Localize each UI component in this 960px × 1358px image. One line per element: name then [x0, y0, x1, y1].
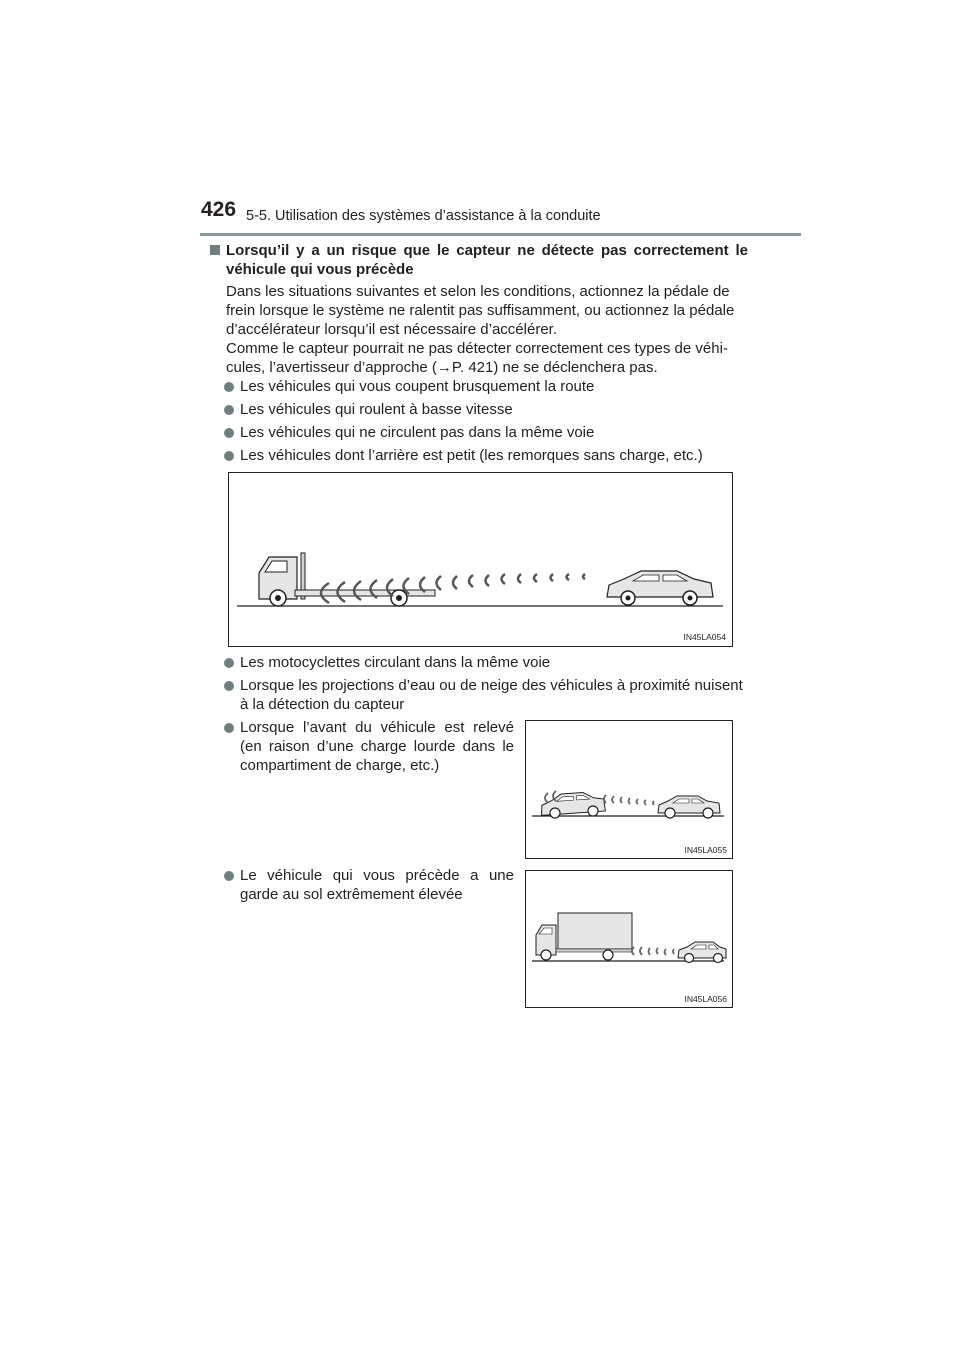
list-item: [224, 676, 754, 716]
list-item: [224, 718, 514, 778]
empty-trailer-illustration: [229, 473, 732, 646]
list-item: [224, 400, 754, 420]
list-item: [224, 866, 514, 906]
figure-high-clearance: [525, 870, 733, 1008]
intro-line-3: d’accélérateur lorsqu’il est nécessaire d’accélérer.: [226, 321, 557, 338]
list-item: [224, 377, 754, 397]
header-divider: [200, 233, 801, 236]
list-item-text: Les véhicules qui vous coupent brusquement la route: [240, 378, 595, 395]
page-number: 426: [201, 198, 237, 221]
list-item-text: (en raison d’une charge lourde dans le: [240, 738, 514, 755]
list-item-text: Les véhicules dont l’arrière est petit (les remorques sans charge, etc.): [240, 447, 703, 464]
section-heading: Lorsqu’il y a un risque que le capteur ne détecte pas correctement le véhicule qui vous précède: [226, 242, 748, 278]
list-item-text: garde au sol extrêmement élevée: [240, 886, 463, 903]
intro-line-4: Comme le capteur pourrait ne pas détecter correctement ces types de véhi-: [226, 340, 728, 357]
list-item-text: Le véhicule qui vous précède a une: [240, 867, 514, 884]
list-item-text: compartiment de charge, etc.): [240, 757, 440, 774]
bullet-icon: [224, 658, 234, 668]
intro-line-5: cules, l’avertisseur d’approche (→P. 421) ne se déclenchera pas.: [226, 359, 658, 376]
list-item: [224, 653, 754, 673]
figure-raised-front: [525, 720, 733, 859]
bullet-icon: [224, 723, 234, 733]
list-item: [224, 423, 754, 443]
figure-code: IN45LA055: [684, 845, 727, 855]
section-title: 5-5. Utilisation des systèmes d’assistance à la conduite: [246, 208, 601, 224]
list-item-text: à la détection du capteur: [240, 696, 405, 713]
bullet-icon: [224, 382, 234, 392]
bullet-icon: [224, 681, 234, 691]
list-item-text: Lorsque les projections d’eau ou de neige des véhicules à proximité nuisent: [240, 677, 743, 694]
list-item-text: Lorsque l’avant du véhicule est relevé: [240, 719, 514, 736]
bullet-icon: [224, 405, 234, 415]
figure-code: IN45LA056: [684, 994, 727, 1004]
bullet-icon: [224, 428, 234, 438]
heading-square-icon: [210, 245, 220, 255]
high-clearance-illustration: [526, 871, 732, 1007]
figure-code: IN45LA054: [683, 632, 726, 642]
list-item-text: Les véhicules qui ne circulent pas dans la même voie: [240, 424, 595, 441]
figure-empty-trailer: [228, 472, 733, 647]
intro-line-2: frein lorsque le système ne ralentit pas suffisamment, ou actionnez la pédale: [226, 302, 735, 319]
bullet-icon: [224, 451, 234, 461]
bullet-icon: [224, 871, 234, 881]
list-item: [224, 446, 754, 466]
list-item-text: Les motocyclettes circulant dans la même voie: [240, 654, 551, 671]
list-item-text: Les véhicules qui roulent à basse vitesse: [240, 401, 513, 418]
raised-front-illustration: [526, 721, 732, 858]
intro-line-1: Dans les situations suivantes et selon les conditions, actionnez la pédale de: [226, 283, 730, 300]
